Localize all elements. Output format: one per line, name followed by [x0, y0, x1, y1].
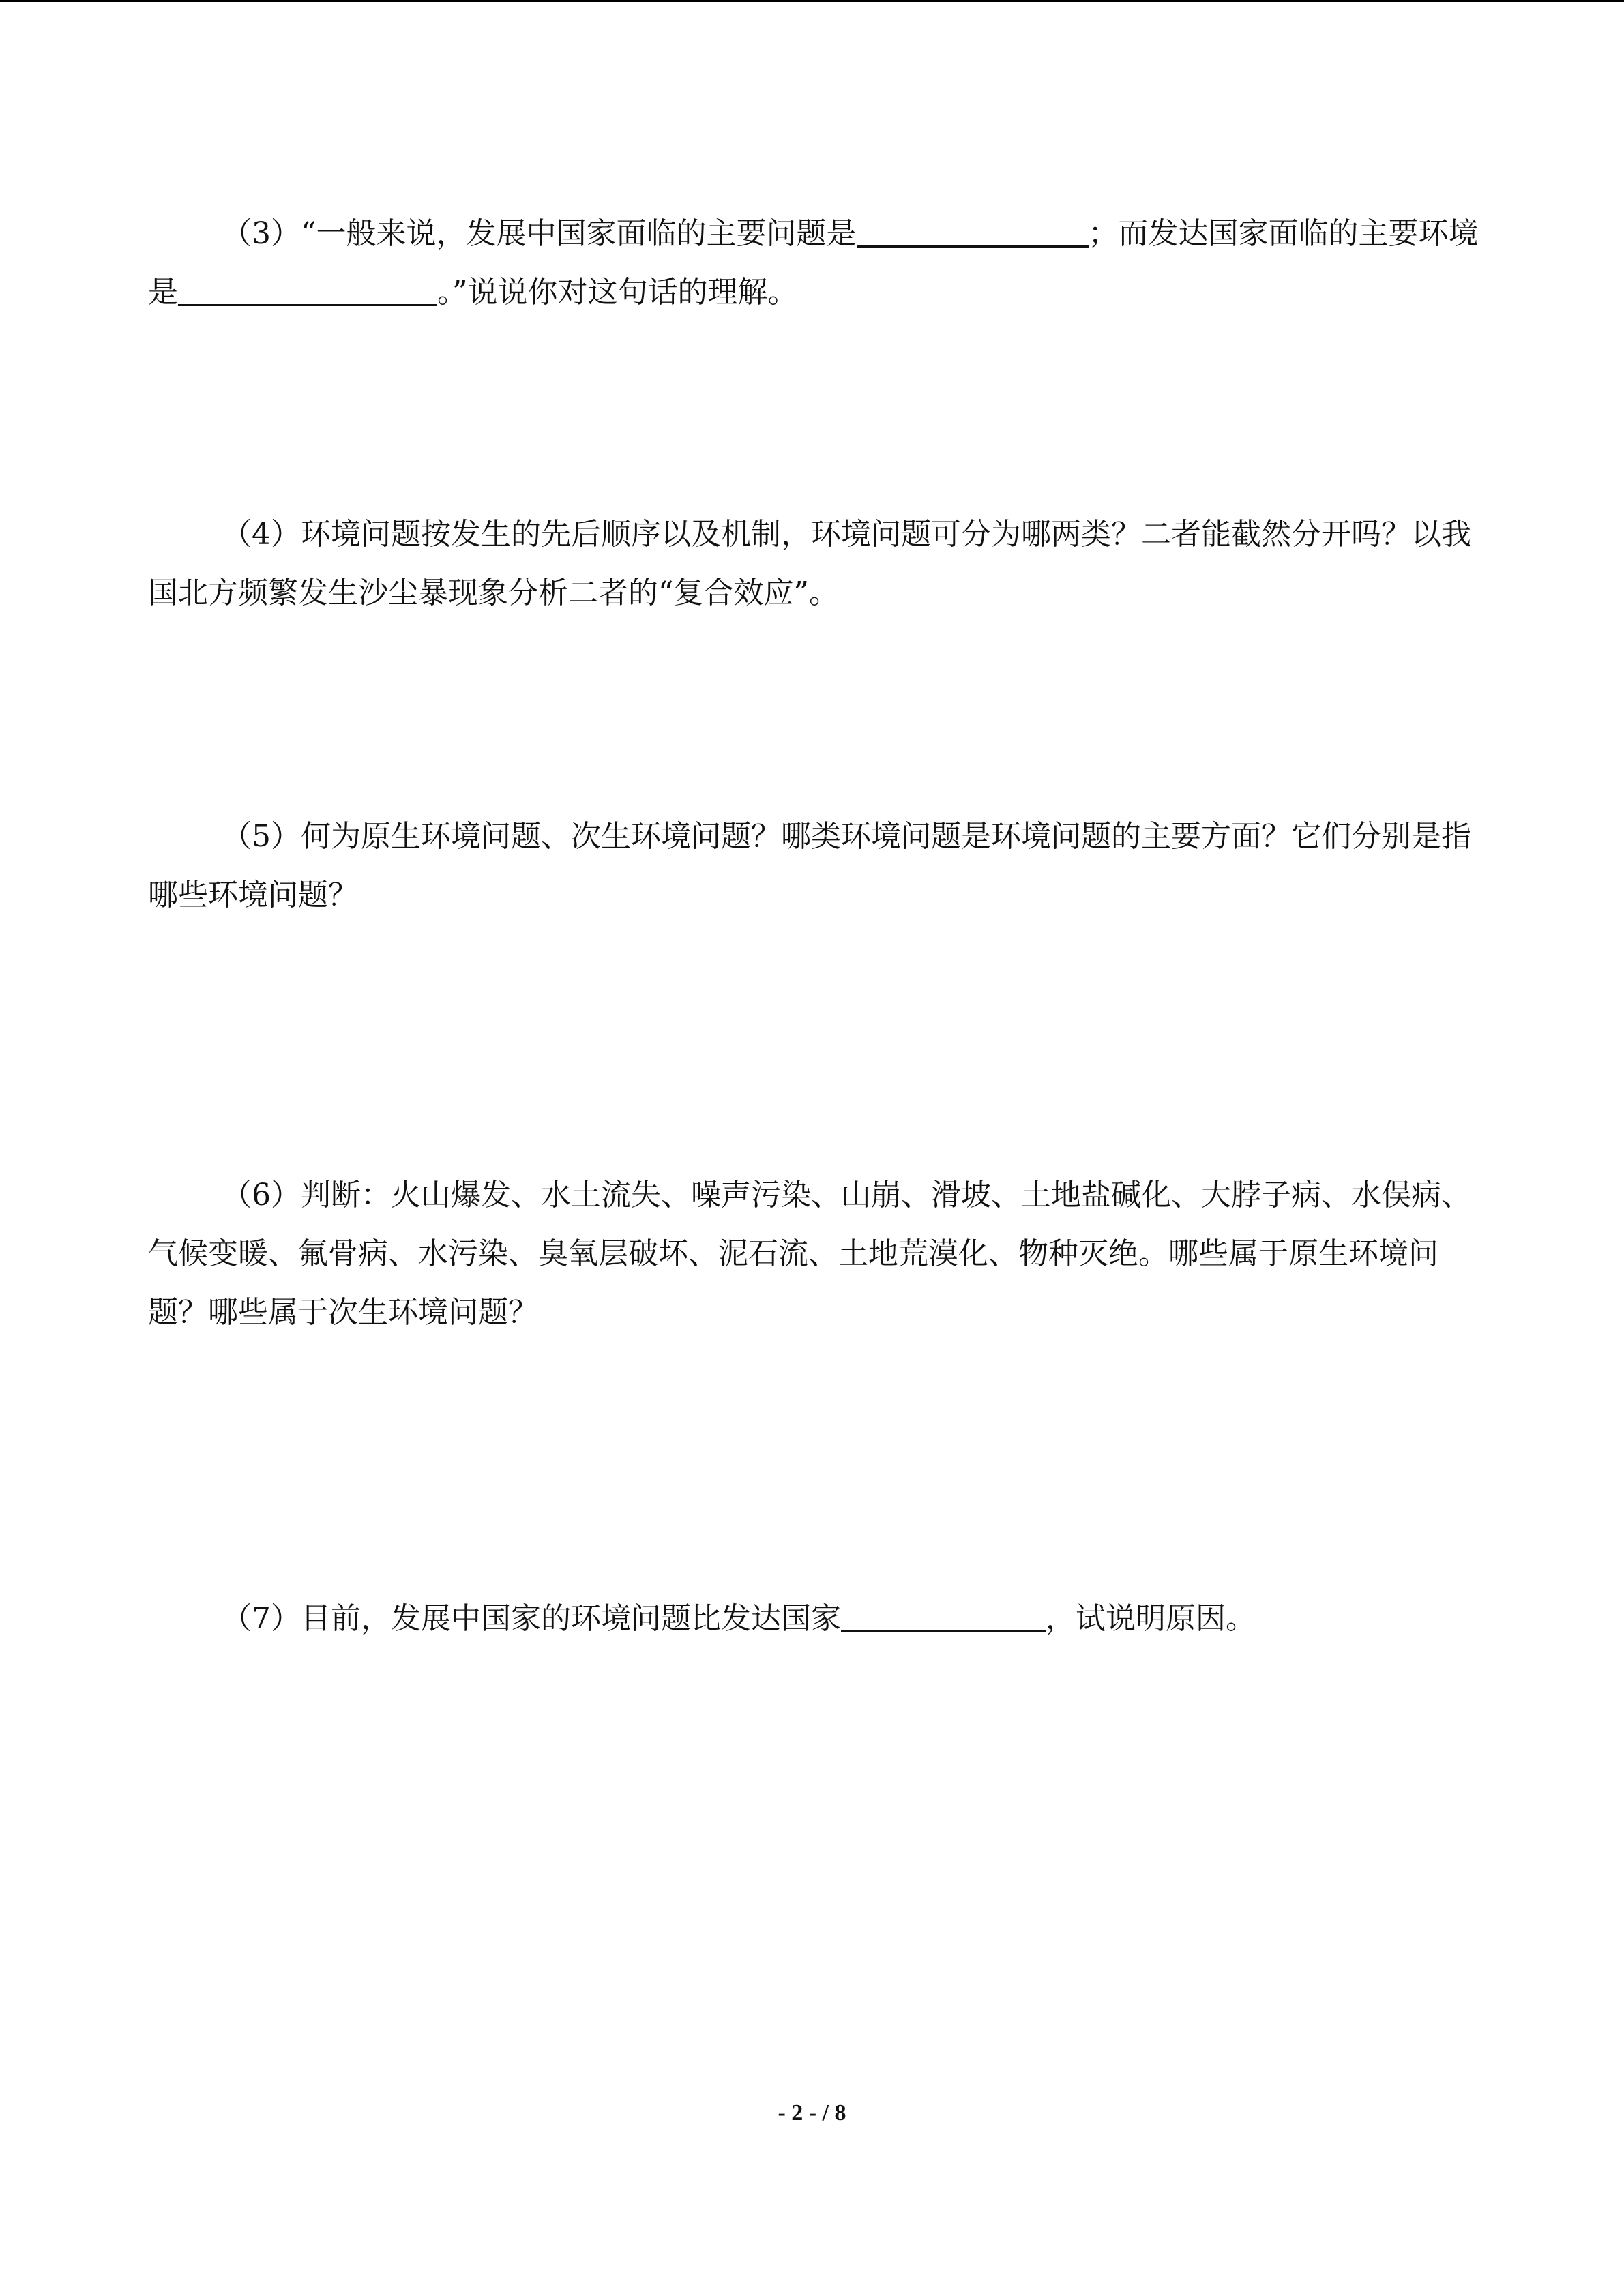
question-7-text-a: （7）目前，发展中国家的环境问题比发达国家	[222, 1601, 841, 1636]
question-6: （6）判断：火山爆发、水土流失、噪声污染、山崩、滑坡、土地盐碱化、大脖子病、水俣病、气候变暖、氟骨病、水污染、臭氧层破坏、泥石流、土地荒漠化、物种灭绝。哪些属于原生环境问题？哪些属于次生环境问题？	[148, 1178, 1471, 1330]
question-3-text-a: （3）“一般来说，发展中国家面临的主要问题是	[222, 216, 857, 251]
question-3-blank-1[interactable]	[857, 210, 1089, 248]
question-7-text-b: ，试说明原因。	[1046, 1601, 1256, 1636]
question-7-blank[interactable]	[841, 1595, 1046, 1632]
page-number: - 2 - / 8	[778, 2100, 846, 2126]
question-4: （4）环境问题按发生的先后顺序以及机制，环境问题可分为哪两类？二者能截然分开吗？以我国北方频繁发生沙尘暴现象分析二者的“复合效应”。	[148, 517, 1471, 610]
question-3-blank-2[interactable]	[178, 269, 437, 306]
question-7	[148, 1590, 1488, 1648]
question-3-text-c: 。”说说你对这句话的理解。	[437, 275, 798, 310]
question-3	[148, 205, 1488, 322]
page-top-border	[0, 0, 1624, 2]
question-3-text-b: ；而发达国家面临的主要环境是	[148, 216, 1479, 310]
question-5: （5）何为原生环境问题、次生环境问题？哪类环境问题是环境问题的主要方面？它们分别是指哪些环境问题？	[148, 819, 1471, 912]
